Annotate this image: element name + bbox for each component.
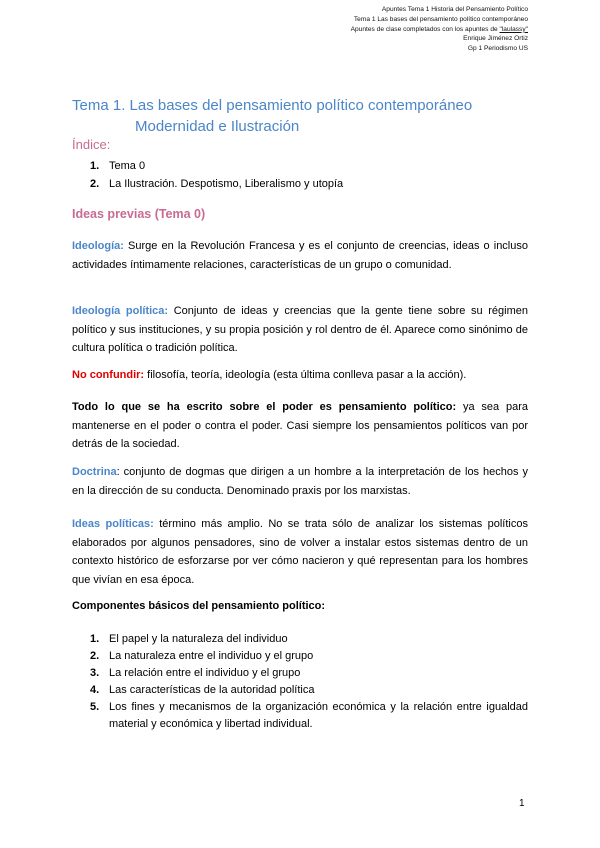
header-line-1: Apuntes Tema 1 Historia del Pensamiento Político (381, 6, 528, 13)
paragraph-pensamiento-politico (72, 398, 528, 454)
term-ideas-politicas: Ideas políticas: (72, 518, 154, 530)
term-ideologia-politica: Ideología política: (72, 305, 169, 317)
components-heading: Componentes básicos del pensamiento político: (72, 600, 326, 612)
list-item-text: La naturaleza entre el individuo y el grupo (109, 650, 314, 662)
header-line-3-text: Apuntes de clase completados con los apuntes de (350, 25, 500, 33)
paragraph-ideas-politicas (72, 515, 528, 589)
list-number: 5. (90, 701, 100, 713)
list-number: 3. (90, 667, 100, 679)
header-line-3 (351, 25, 528, 35)
definition-text: : conjunto de dogmas que dirigen a un hombre a la interpretación de los hechos y en la dirección de su conducta. Denominado praxis por los marxistas. (72, 466, 528, 497)
list-number: 2. (90, 650, 100, 662)
definition-text: filosofía, teoría, ideología (esta última conlleva pasar a la acción). (144, 369, 467, 381)
index-item (72, 175, 532, 193)
title-line-1: Tema 1. Las bases del pensamiento político contemporáneo (72, 97, 473, 114)
paragraph-ideologia (72, 237, 528, 274)
list-number: 4. (90, 684, 100, 696)
list-item-text: Las características de la autoridad política (109, 684, 315, 696)
definition-text: Conjunto de ideas y creencias que la gente tiene sobre su régimen político y sus instituciones, y su propia posición y rol dentro de él. Aparece como sinónimo de cultura política o tradición política. (72, 305, 528, 355)
term-pensamiento-politico: Todo lo que se ha escrito sobre el poder es pensamiento político: (72, 401, 457, 413)
list-number: 1. (90, 633, 100, 645)
document-title (72, 95, 472, 137)
page-header (351, 5, 528, 54)
list-item-text: Los fines y mecanismos de la organización económica y la relación entre igualdad material y económica y libertad individual. (109, 701, 528, 730)
index-item (72, 157, 532, 175)
index-list (72, 157, 532, 193)
header-author-link: "laulassy" (499, 25, 528, 33)
header-line-4: Enrique Jiménez Ortiz (463, 35, 528, 43)
header-line-5: Gp 1 Periodismo US (467, 45, 528, 53)
list-item (72, 648, 528, 665)
list-item (72, 682, 528, 699)
list-number: 1. (90, 160, 100, 172)
definition-text: ya sea para mantenerse en el poder o contra el poder. Casi siempre los pensamientos políticos van por detrás de la sociedad. (72, 401, 528, 451)
list-item (72, 699, 528, 733)
index-heading: Índice: (72, 137, 111, 152)
page-number: 1 (519, 798, 525, 809)
term-doctrina: Doctrina (72, 466, 117, 478)
definition-text: Surge en la Revolución Francesa y es el conjunto de creencias, ideas o incluso actividades íntimamente relaciones, características de un grupo o comunidad. (72, 240, 528, 271)
list-item (72, 665, 528, 682)
list-item-text: La Ilustración. Despotismo, Liberalismo y utopía (109, 178, 344, 190)
paragraph-ideologia-politica (72, 302, 528, 358)
section-heading-ideas-previas: Ideas previas (Tema 0) (72, 207, 206, 221)
list-item-text: El papel y la naturaleza del individuo (109, 633, 288, 645)
components-list (72, 631, 528, 733)
list-number: 2. (90, 178, 100, 190)
list-item-text: La relación entre el individuo y el grupo (109, 667, 301, 679)
list-item-text: Tema 0 (109, 160, 146, 172)
definition-text: término más amplio. No se trata sólo de analizar los sistemas políticos elaborados por algunos pensadores, sino de volver a instalar estos sistemas dentro de un contexto histórico de esforzarse por ver cómo nacieron y qué representan para los hombres que vivían en esa época. (72, 518, 528, 586)
term-ideologia: Ideología: (72, 240, 124, 252)
paragraph-no-confundir (72, 366, 528, 385)
list-item (72, 631, 528, 648)
title-line-2: Modernidad e Ilustración (135, 118, 300, 135)
term-no-confundir: No confundir: (72, 369, 145, 381)
paragraph-doctrina (72, 463, 528, 500)
header-line-2: Tema 1 Las bases del pensamiento político contemporáneo (353, 15, 528, 23)
